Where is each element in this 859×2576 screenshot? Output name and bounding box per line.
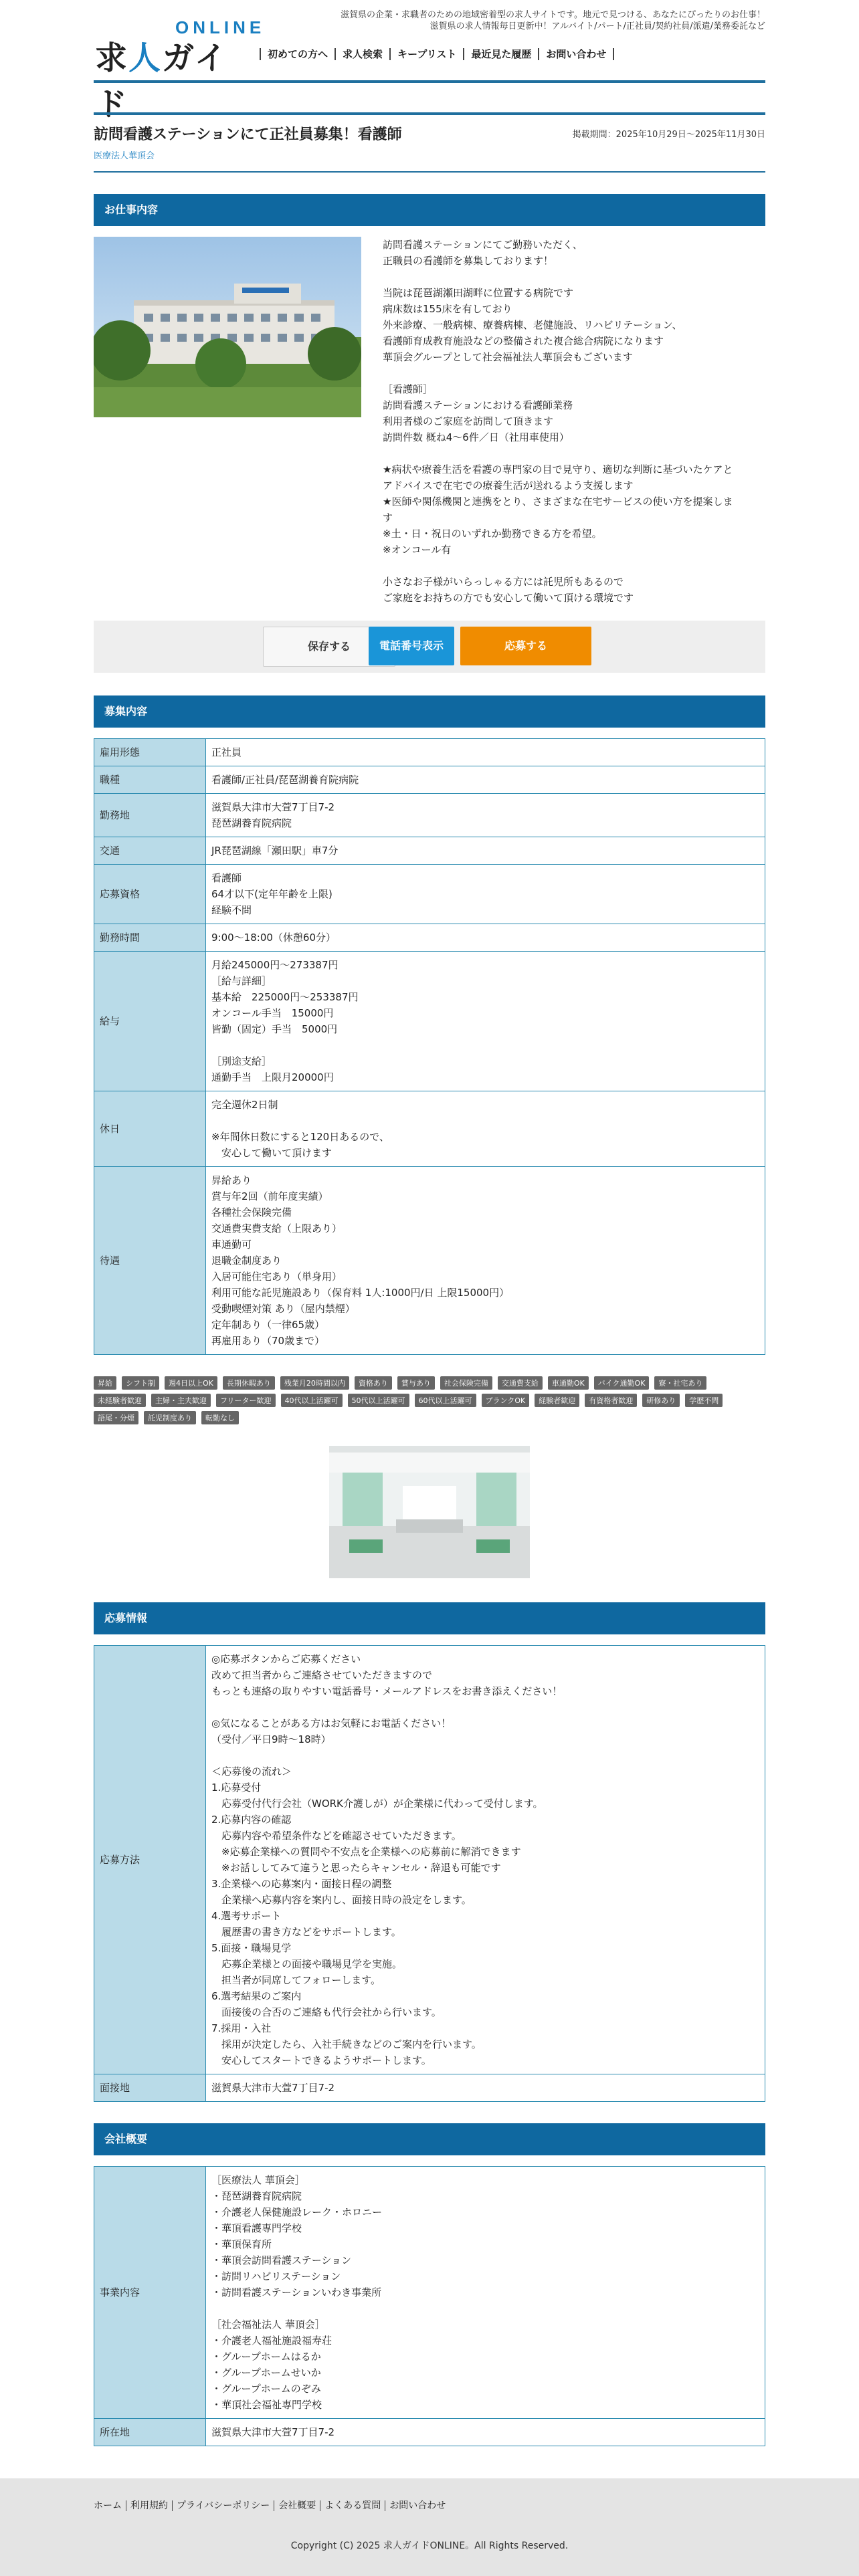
feature-tag: 託児制度あり bbox=[144, 1411, 196, 1424]
nav-first-time[interactable]: 初めての方へ bbox=[260, 48, 335, 60]
row-value: 滋賀県大津市大萱7丁目7-2 琵琶湖養育院病院 bbox=[206, 794, 765, 837]
row-value: 昇給あり 賞与年2回（前年度実績） 各種社会保険完備 交通費実費支給（上限あり） 車通勤可 退職金制度あり 入居可能住宅あり（単身用） 利用可能な託児施設あり（保育料 1人:1000円/日 上限15000円） 受動喫煙対策 あり（屋内禁煙） 定年制あり（一律65歳） 再雇用あり（70歳まで） bbox=[206, 1167, 765, 1355]
feature-tag: 転勤なし bbox=[201, 1411, 239, 1424]
logo-char-kyu: 求 bbox=[95, 39, 129, 77]
row-label: 職種 bbox=[94, 766, 206, 794]
table-row bbox=[94, 739, 765, 766]
row-value: 正社員 bbox=[206, 739, 765, 766]
row-label: 雇用形態 bbox=[94, 739, 206, 766]
feature-tag: 寮・社宅あり bbox=[654, 1376, 706, 1390]
row-label: 勤務地 bbox=[94, 794, 206, 837]
row-label: 事業内容 bbox=[94, 2167, 206, 2419]
row-value: 看護師 64才以下(定年年齢を上限) 経験不問 bbox=[206, 865, 765, 924]
feature-tag: 有資格者歓迎 bbox=[585, 1394, 637, 1407]
footer-link-privacy[interactable]: プライバシーポリシー bbox=[172, 2500, 274, 2511]
row-value: 完全週休2日制 ※年間休日数にすると120日あるので、 安心して働いて頂けます bbox=[206, 1091, 765, 1167]
feature-tag: 経験者歓迎 bbox=[535, 1394, 579, 1407]
feature-tag: 週4日以上OK bbox=[165, 1376, 217, 1390]
row-label: 休日 bbox=[94, 1091, 206, 1167]
nav-job-search[interactable]: 求人検索 bbox=[335, 48, 389, 60]
job-title: 訪問看護ステーションにて正社員募集！看護師 bbox=[94, 126, 402, 143]
feature-tag: 50代以上活躍可 bbox=[348, 1394, 409, 1407]
logo-guide: ガイド bbox=[95, 39, 228, 123]
table-row bbox=[94, 766, 765, 794]
row-label: 面接地 bbox=[94, 2074, 206, 2102]
table-row bbox=[94, 2419, 765, 2446]
logo-online-text: ONLINE bbox=[175, 17, 266, 37]
hospital-photo bbox=[94, 237, 361, 417]
site-header bbox=[94, 0, 765, 123]
feature-tag: 資格あり bbox=[355, 1376, 392, 1390]
row-value: 滋賀県大津市大萱7丁目7-2 bbox=[206, 2074, 765, 2102]
row-label: 所在地 bbox=[94, 2419, 206, 2446]
copyright: Copyright (C) 2025 求人ガイドONLINE。All Rights Reserved. bbox=[290, 2541, 569, 2551]
row-label: 勤務時間 bbox=[94, 924, 206, 952]
job-company-link[interactable]: 医療法人華頂会 bbox=[94, 151, 155, 161]
feature-tags bbox=[94, 1376, 736, 1424]
table-row bbox=[94, 2167, 765, 2419]
feature-tag: 60代以上活躍可 bbox=[415, 1394, 476, 1407]
row-label: 待遇 bbox=[94, 1167, 206, 1355]
row-value: ◎応募ボタンからご応募ください 改めて担当者からご連絡させていただきますので もっとも連絡の取りやすい電話番号・メールアドレスをお書き添えください！ ◎気になることがある方はお気軽にお電話ください！ （受付／平日9時〜18時） ＜応募後の流れ＞ 1.応募受付 応募受付代行会社（WORK介護しが）が企業様に代わって受付します。 2.応募内容の確認 応募内容や希望条件などを確認させていただきます。 ※応募企業様への質問や不安点を企業様への応募前に解消できます ※お話ししてみて違うと思ったらキャンセル・辞退も可能です 3.企業様への応募案内・面接日程の調整 企業様へ応募内容を案内し、面接日時の設定をします。 4.選考サポート 履歴書の書き方などをサポートします。 5.面接・職場見学 応募企業様との面接や職場見学を実施。 担当者が同席してフォローします。 6.選考結果のご案内 面接後の合否のご連絡も代行会社から行います。 7.採用・入社 採用が決定したら、入社手続きなどのご案内を行います。 安心してスタートできるようサポートします。 bbox=[206, 1646, 765, 2074]
feature-tag: 社会保険完備 bbox=[440, 1376, 492, 1390]
feature-tag: 残業月20時間以内 bbox=[280, 1376, 349, 1390]
apply-table bbox=[94, 1645, 765, 2102]
feature-tag: フリーター歓迎 bbox=[216, 1394, 276, 1407]
footer-link-contact[interactable]: お問い合わせ bbox=[385, 2500, 450, 2511]
logo-char-jin: 人 bbox=[128, 39, 163, 77]
company-table bbox=[94, 2166, 765, 2446]
table-row bbox=[94, 865, 765, 924]
feature-tag: 主婦・主夫歓迎 bbox=[151, 1394, 211, 1407]
job-header bbox=[94, 112, 765, 173]
section-recruit-title: 募集内容 bbox=[94, 695, 765, 728]
nav-keep-list[interactable]: キープリスト bbox=[389, 48, 463, 60]
table-row bbox=[94, 924, 765, 952]
site-logo[interactable] bbox=[95, 17, 266, 123]
feature-tag: ブランクOK bbox=[482, 1394, 530, 1407]
feature-tag: 交通費支給 bbox=[498, 1376, 543, 1390]
work-description: 訪問看護ステーションにてご勤務いただく、 正職員の看護師を募集しております！ 当院は琵琶湖瀬田湖畔に位置する病院です 病床数は155床を有しており 外来診療、一般病棟、療養病棟、老健施設、リハビリテーション、 看護師育成教育施設などの整備された複合総合病院になります 華頂会グループとして社会福祉法人華頂会もございます ［看護師］ 訪問看護ステーションにおける看護師業務 利用者様のご家庭を訪問して頂きます 訪問件数 概ね4〜6件／日（社用車使用） ★病状や療養生活を看護の専門家の目で見守り、適切な判断に基づいたケアと アドバイスで在宅での療養生活が送れるよう支援します ★医師や関係機関と連携をとり、さまざまな在宅サービスの使い方を提案しま す ※土・日・祝日のいずれか勤務できる方を希望。 ※オンコール有 小さなお子様がいらっしゃる方には託児所もあるので ご家庭をお持ちの方でも安心して働いて頂ける環境です bbox=[383, 239, 733, 604]
action-bar bbox=[94, 621, 765, 673]
row-value: ［医療法人 華頂会］ ・琵琶湖養育院病院 ・介護老人保健施設レーク・ホロニー ・華頂看護専門学校 ・華頂保育所 ・華頂会訪問看護ステーション ・訪問リハビリステーション ・訪問看護ステーションいわき事業所 ［社会福祉法人 華頂会］ ・介護老人福祉施設福寿荘 ・グループホームはるか ・グループホームせいか ・グループホームのぞみ ・華頂社会福祉専門学校 bbox=[206, 2167, 765, 2419]
footer-links bbox=[94, 2498, 450, 2512]
feature-tag: 学歴不問 bbox=[685, 1394, 723, 1407]
site-footer bbox=[0, 2478, 859, 2576]
table-row bbox=[94, 1091, 765, 1167]
main-nav bbox=[260, 47, 614, 61]
row-value: 月給245000円〜273387円 ［給与詳細］ 基本給 225000円〜253387円 オンコール手当 15000円 皆勤（固定）手当 5000円 ［別途支給］ 通勤手当 上限月20000円 bbox=[206, 952, 765, 1091]
feature-tag: 40代以上活躍可 bbox=[281, 1394, 343, 1407]
feature-tag: 車通勤OK bbox=[548, 1376, 589, 1390]
feature-tag: 賞与あり bbox=[397, 1376, 435, 1390]
section-apply-title: 応募情報 bbox=[94, 1602, 765, 1634]
phone-display-button[interactable]: 電話番号表示 bbox=[369, 627, 454, 665]
feature-tag: 未経験者歓迎 bbox=[94, 1394, 146, 1407]
feature-tag: 昇給 bbox=[94, 1376, 116, 1390]
interior-photo bbox=[329, 1446, 530, 1578]
footer-link-terms[interactable]: 利用規約 bbox=[126, 2500, 172, 2511]
work-content bbox=[94, 237, 765, 606]
footer-link-company[interactable]: 会社概要 bbox=[274, 2500, 320, 2511]
feature-tag: 長期休暇あり bbox=[223, 1376, 275, 1390]
nav-contact[interactable]: お問い合わせ bbox=[538, 48, 614, 60]
row-value: 看護師/正社員/琵琶湖養育院病院 bbox=[206, 766, 765, 794]
nav-recent-history[interactable]: 最近見た履歴 bbox=[463, 48, 538, 60]
feature-tag: 研修あり bbox=[642, 1394, 680, 1407]
section-company-title: 会社概要 bbox=[94, 2123, 765, 2155]
row-value: JR琵琶湖線「瀬田駅」車7分 bbox=[206, 837, 765, 865]
table-row bbox=[94, 2074, 765, 2102]
row-label: 給与 bbox=[94, 952, 206, 1091]
table-row bbox=[94, 1167, 765, 1355]
table-row bbox=[94, 1646, 765, 2074]
section-work-title: お仕事内容 bbox=[94, 194, 765, 226]
row-label: 交通 bbox=[94, 837, 206, 865]
feature-tag: バイク通勤OK bbox=[594, 1376, 650, 1390]
row-label: 応募方法 bbox=[94, 1646, 206, 2074]
footer-link-faq[interactable]: よくある質問 bbox=[320, 2500, 385, 2511]
apply-button[interactable]: 応募する bbox=[460, 627, 591, 665]
row-value: 滋賀県大津市大萱7丁目7-2 bbox=[206, 2419, 765, 2446]
site-tagline: 滋賀県の企業・求職者のための地域密着型の求人サイトです。地元で見つける、あなたにぴったりのお仕事！ 滋賀県の求人情報毎日更新中！アルバイト/パート/正社員/契約社員/派遣/業務委託など bbox=[340, 10, 765, 31]
row-value: 9:00〜18:00（休憩60分） bbox=[206, 924, 765, 952]
footer-link-home[interactable]: ホーム bbox=[94, 2500, 122, 2511]
save-button[interactable]: 保存する bbox=[263, 627, 395, 667]
table-row bbox=[94, 952, 765, 1091]
logo-main-text bbox=[95, 32, 256, 124]
table-row bbox=[94, 837, 765, 865]
table-row bbox=[94, 794, 765, 837]
feature-tag: 語尾・分煙 bbox=[94, 1411, 138, 1424]
feature-tag: シフト制 bbox=[122, 1376, 159, 1390]
recruit-table bbox=[94, 738, 765, 1355]
row-label: 応募資格 bbox=[94, 865, 206, 924]
job-period: 掲載期間：2025年10月29日〜2025年11月30日 bbox=[572, 130, 765, 140]
